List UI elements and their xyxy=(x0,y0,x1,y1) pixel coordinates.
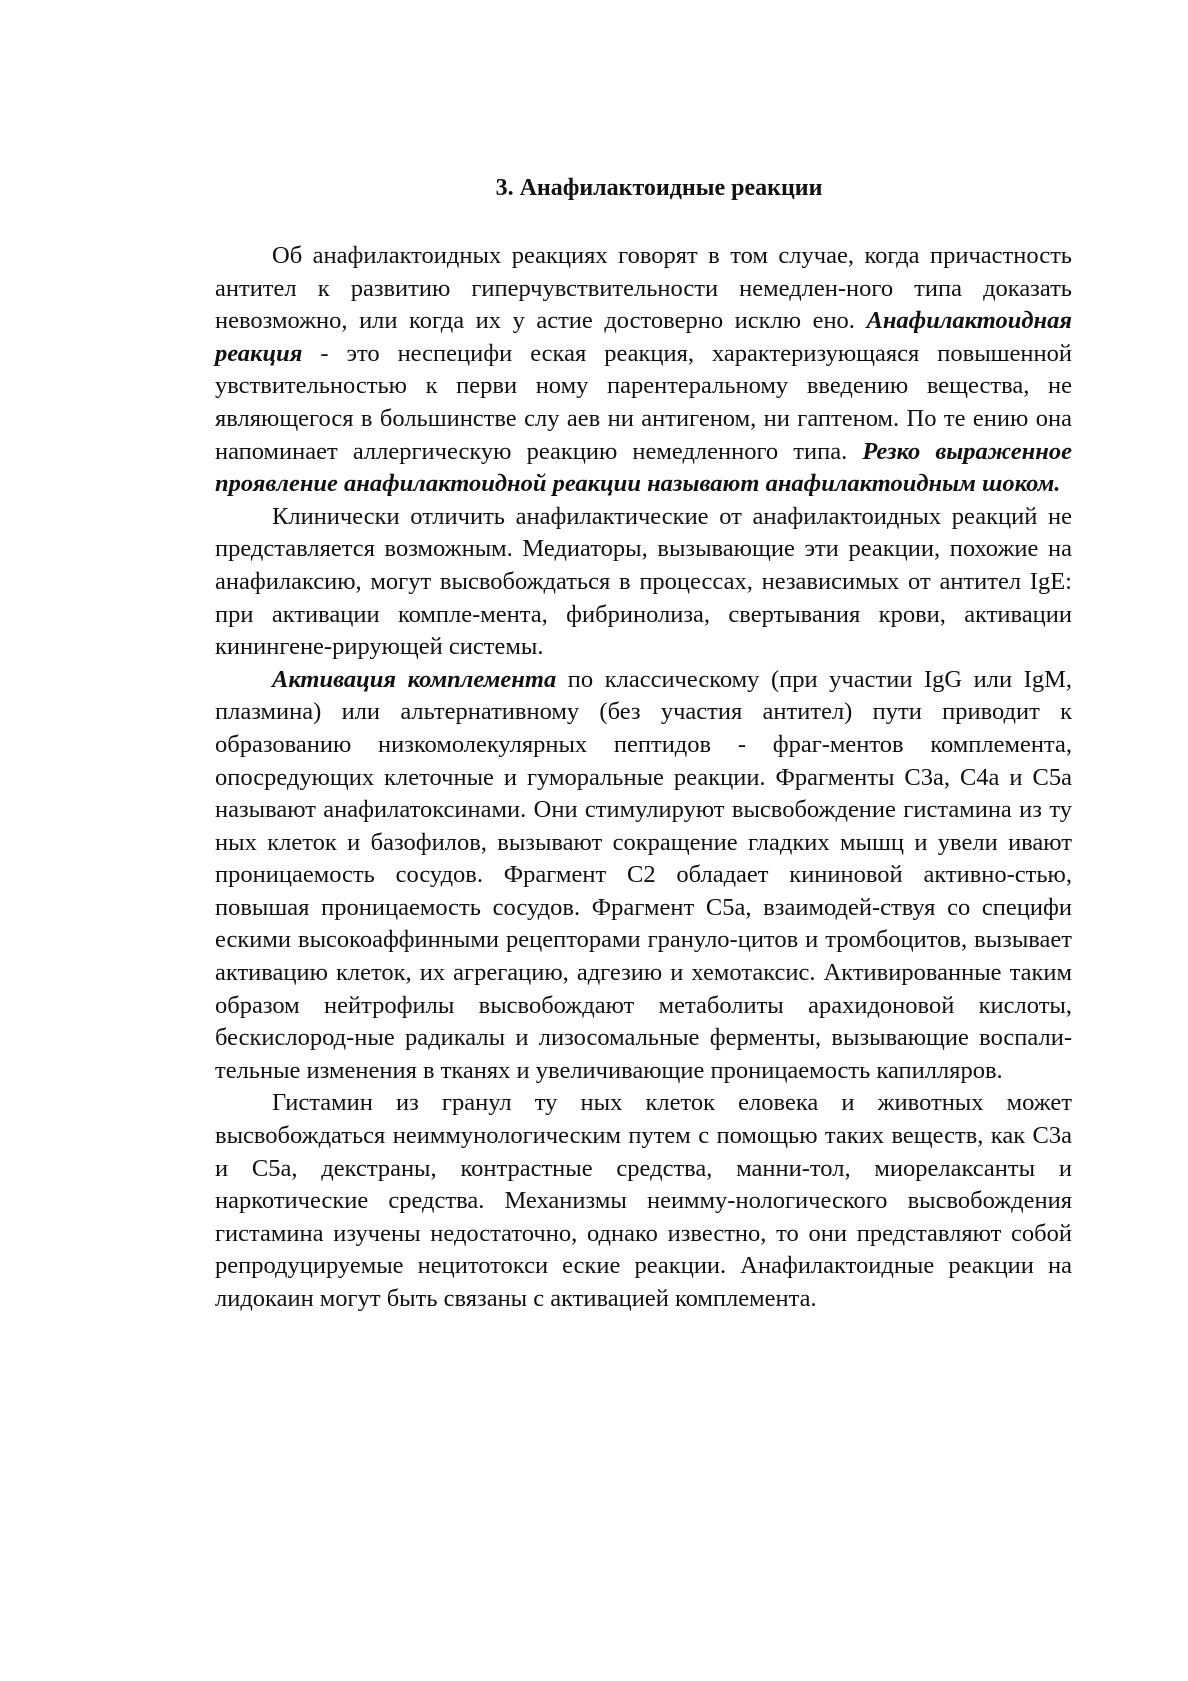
section-heading: 3. Анафилактоидные реакции xyxy=(495,175,823,201)
term-anaphylactoid-shock: Резко выраженное проявление анафилактоидной реакции называют анафилактоидным шоком. xyxy=(215,437,1072,498)
paragraph-text: по классическому (при участии IgG или IgM, плазмина) или альтернативному (без участия антител) пути приводит к образованию низкомолекулярных пептидов - фраг-ментов комплемента, опосредующих клеточные и гуморальные реакции. Фрагменты C3a, C4a и C5a называют анафилатоксинами. Они стимулируют высвобождение гистамина из ту ных клеток и базофилов, вызывают сокращение гладких мышц и увели ивают проницаемость сосудов. Фрагмент C2 обладает кининовой активно-стью, повышая проницаемость сосудов. Фрагмент C5a, взаимодей-ствуя со специфи ескими высокоаффинными рецепторами грануло-цитов и тромбоцитов, вызывает активацию клеток, их агрегацию, адгезию и хемотаксис. Активированные таким образом нейтрофилы высвобождают метаболиты арахидоновой кислоты, бескислород-ные радикалы и лизосомальные ферменты, вызывающие воспали-тельные изменения в тканях и увеличивающие проницаемость капилляров. xyxy=(215,665,1072,1084)
paragraph-text: Гистамин из гранул ту ных клеток еловека и животных может высвобождаться неиммунологическим путем с помощью таких веществ, как C3a и C5a, декстраны, контрастные средства, манни-тол, миорелаксанты и наркотические средства. Механизмы неимму-нологического высвобождения гистамина изучены недостаточно, однако известно, то они представляют собой репродуцируемые нецитотокси еские реакции. Анафилактоидные реакции на лидокаин могут быть связаны с активацией комплемента. xyxy=(215,1089,1072,1312)
paragraph-text: - это неспецифи еская реакция, характеризующаяся повышенной увствительностью к перви ному парентеральному введению вещества, не являющегося в большинстве слу аев ни антигеном, ни гаптеном. По те ению она напоминает аллергическую реакцию немедленного типа. xyxy=(215,339,1072,465)
paragraph-text: Клинически отличить анафилактические от анафилактоидных реакций не представляется возможным. Медиаторы, вызывающие эти реакции, похожие на анафилаксию, могут высвобождаться в процессах, независимых от антител IgE: при активации компле-мента, фибринолиза, свертывания крови, активации кинингене-рирующей системы. xyxy=(215,502,1072,661)
paragraph-intro xyxy=(215,240,1072,501)
term-complement-activation: Активация комплемента xyxy=(272,665,557,693)
paragraph-histamine xyxy=(215,1087,1072,1315)
paragraph-text: Об анафилактоидных реакциях говорят в том случае, когда причастность антител к развитию гиперчувствительности немедлен-ного типа доказать невозможно, или когда их у астие достоверно исклю ено. xyxy=(215,242,1072,335)
paragraph-clinical xyxy=(215,501,1072,664)
paragraph-complement xyxy=(215,664,1072,1088)
document-body xyxy=(215,240,1072,1316)
term-anaphylactoid-reaction: Анафилактоидная реакция xyxy=(215,307,1072,367)
